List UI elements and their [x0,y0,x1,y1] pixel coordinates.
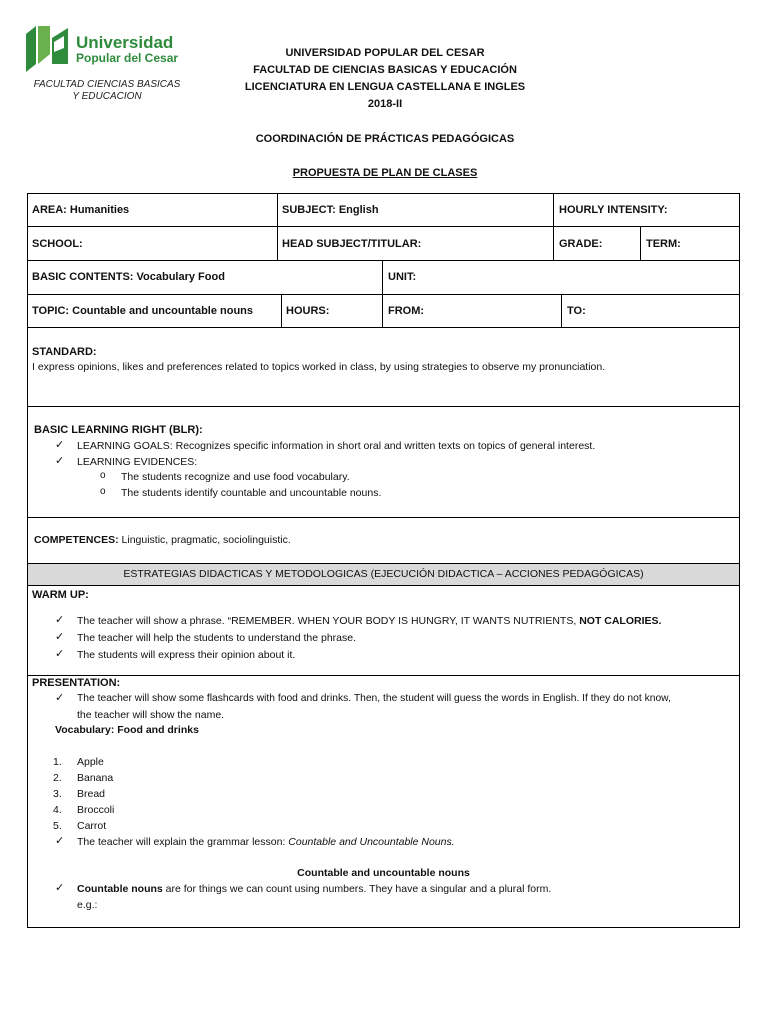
check-icon: ✓ [55,439,65,451]
head-subject-cell: HEAD SUBJECT/TITULAR: [282,238,422,250]
basic-contents-cell: BASIC CONTENTS: Vocabulary Food [32,271,225,283]
standard-label: STANDARD: [32,346,97,358]
countable-item [77,882,551,896]
vocab-num-3: 3. [53,788,62,800]
learning-evidences: LEARNING EVIDENCES: [77,456,198,468]
header-block [190,45,580,113]
header-line1: UNIVERSIDAD POPULAR DEL CESAR [285,47,485,59]
warmup-label: WARM UP: [32,589,89,601]
term-cell: TERM: [646,238,681,250]
vocab-item: Banana [77,772,114,784]
check-icon: ✓ [55,455,65,467]
evidence-1: The students recognize and use food vocabulary. [121,471,350,483]
check-icon: ✓ [55,648,65,660]
logo-line1: Universidad [76,33,174,52]
warmup-item-1 [77,614,661,628]
header-line4: 2018-II [367,98,403,110]
header-line2: FACULTAD DE CIENCIAS BASICAS Y EDUCACIÓN [253,64,517,76]
learning-goals: LEARNING GOALS: Recognizes specific information in short oral and written texts on topics of general interest. [77,440,596,452]
standard-text: I express opinions, likes and preferences related to topics worked in class, by using strategies to observe my pronunciation. [32,361,606,373]
blr-label: BASIC LEARNING RIGHT (BLR): [34,424,203,436]
presentation-item-1a: The teacher will show some flashcards with food and drinks. Then, the student will guess the words in English. If they do not know, [77,693,671,704]
vocab-item: Broccoli [77,804,115,816]
university-logo [24,24,194,84]
warmup-item-2: The teacher will help the students to understand the phrase. [77,632,357,644]
coordination-title: COORDINACIÓN DE PRÁCTICAS PEDAGÓGICAS [255,133,515,145]
subject-cell: SUBJECT: English [282,204,379,216]
strategies-title: ESTRATEGIAS DIDACTICAS Y METODOLOGICAS (EJECUCIÓN DIDACTICA – ACCIONES PEDAGÓGICAS) [123,568,644,580]
vocab-num-2: 2. [53,772,62,784]
warmup-item-1-bold: NOT CALORIES. [579,615,662,627]
evidence-2: The students identify countable and uncountable nouns. [121,487,382,499]
vocab-num-4: 4. [53,804,62,816]
to-cell: TO: [567,305,586,317]
vocab-item: Apple [77,756,104,768]
check-icon: ✓ [55,631,65,643]
faculty-line1: FACULTAD CIENCIAS BASICAS [33,79,181,90]
grammar-italic: Countable and Uncountable Nouns. [288,836,455,848]
hours-cell: HOURS: [286,305,330,317]
warmup-item-1-text: The teacher will show a phrase. “REMEMBER. WHEN YOUR BODY IS HUNGRY, IT WANTS NUTRIENTS, [77,615,577,627]
circle-bullet-icon: o [100,486,106,497]
countable-bold: Countable nouns [77,883,163,895]
check-icon: ✓ [55,614,65,626]
vocab-num-1: 1. [53,756,62,768]
competences-text: Linguistic, pragmatic, sociolinguistic. [121,534,291,546]
eg-label: e.g.: [77,899,98,911]
header-line3: LICENCIATURA EN LENGUA CASTELLANA E INGLES [244,81,526,93]
logo-line2: Popular del Cesar [76,51,179,65]
check-icon: ✓ [55,882,65,894]
competences-row [34,533,291,547]
from-cell: FROM: [388,305,425,317]
warmup-item-3: The students will express their opinion about it. [77,649,296,661]
countable-rest: are for things we can count using numbers. They have a singular and a plural form. [165,883,552,895]
vocab-item: Carrot [77,820,107,832]
competences-label: COMPETENCES: [34,534,119,546]
vocab-label: Vocabulary: Food and drinks [55,724,199,736]
topic-cell: TOPIC: Countable and uncountable nouns [32,305,254,317]
countable-subtitle: Countable and uncountable nouns [297,867,470,879]
area-cell: AREA: Humanities [32,204,130,216]
grammar-text: The teacher will explain the grammar lesson: [77,836,286,848]
faculty-caption [24,79,190,103]
presentation-label: PRESENTATION: [32,677,121,689]
check-icon: ✓ [55,692,65,704]
school-cell: SCHOOL: [32,238,83,250]
vocab-num-5: 5. [53,820,62,832]
grammar-item [77,835,455,849]
proposal-title: PROPUESTA DE PLAN DE CLASES [292,167,478,179]
check-icon: ✓ [55,835,65,847]
vocab-item: Bread [77,788,106,800]
faculty-line2: Y EDUCACION [72,91,142,102]
grade-cell: GRADE: [559,238,603,250]
presentation-item-1b: the teacher will show the name. [77,709,225,721]
unit-cell: UNIT: [388,271,417,283]
hourly-intensity-cell: HOURLY INTENSITY: [559,204,668,216]
circle-bullet-icon: o [100,470,106,481]
